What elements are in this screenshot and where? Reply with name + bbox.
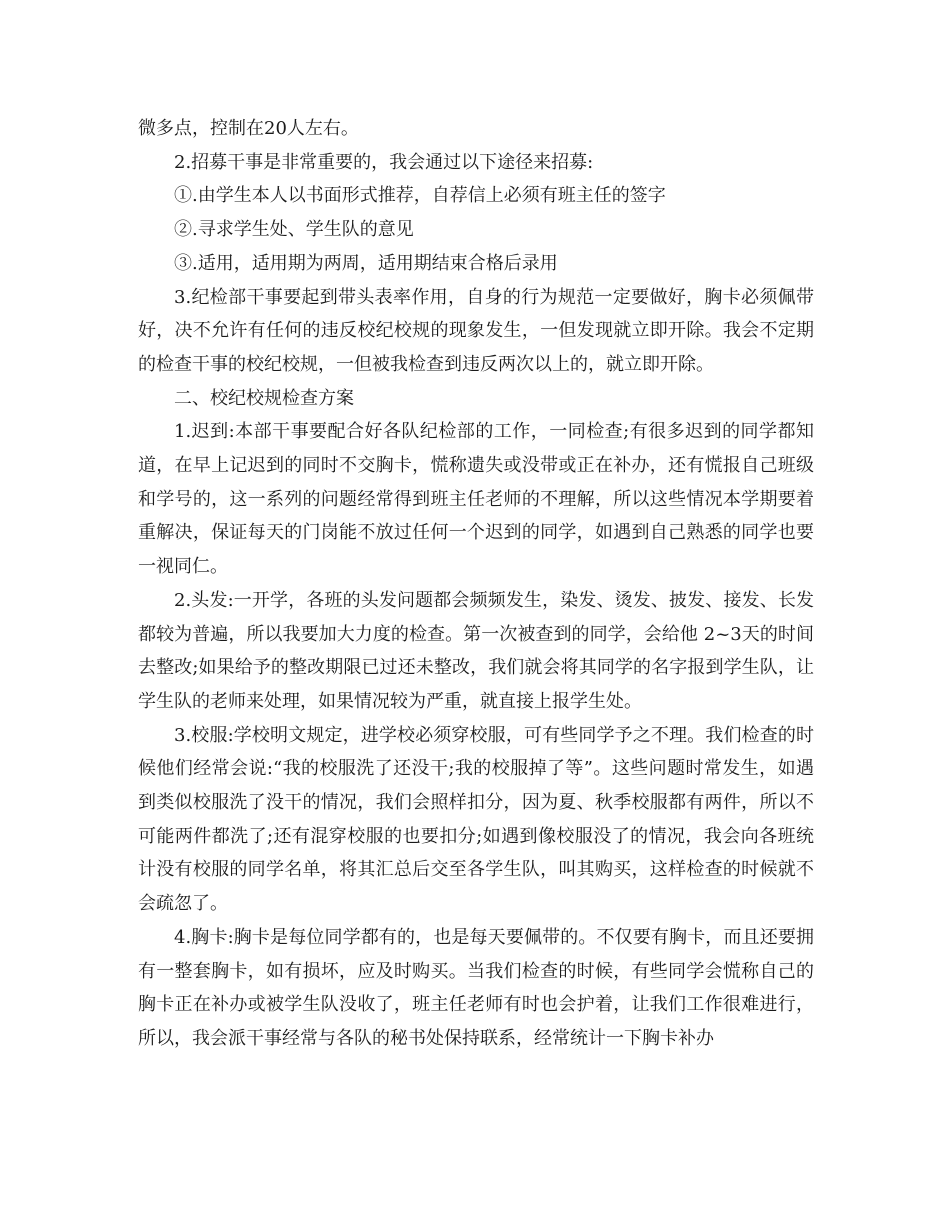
paragraph-continuation: 微多点，控制在20人左右。: [138, 118, 359, 139]
paragraph-recruit-item-2: ②.寻求学生处、学生队的意见: [174, 219, 414, 241]
paragraph-lateness: 1.迟到:本部干事要配合好各队纪检部的工作，一同检查;有很多迟到的同学都知道，在早上记迟到的同时不交胸卡，慌称遗失或没带或正在补办，还有慌报自己班级和学号的，这一系列的问题经常得到班主任老师的不理解，所以这些情况本学期要着重解决，保证每天的门岗能不放过任何一个迟到的同学，如遇到自己熟悉的同学也要一视同仁。: [138, 421, 814, 578]
paragraph-recruit-item-1: ①.由学生本人以书面形式推荐，自荐信上必须有班主任的签字: [174, 185, 666, 207]
document-body: [138, 112, 814, 1056]
paragraph-uniform: 3.校服:学校明文规定，进学校必须穿校服，可有些同学予之不理。我们检查的时候他们经常会说:“我的校服洗了还没干;我的校服掉了等”。这些问题时常发生，如遇到类似校服洗了没干的情况，我们会照样扣分，因为夏、秋季校服都有两件，所以不可能两件都洗了;还有混穿校服的也要扣分;如遇到像校服没了的情况，我会向各班统计没有校服的同学名单，将其汇总后交至各学生队，叫其购买，这样检查的时候就不会疏忽了。: [138, 724, 814, 915]
paragraph-staff-conduct: 3.纪检部干事要起到带头表率作用，自身的行为规范一定要做好，胸卡必须佩带好，决不允许有任何的违反校纪校规的现象发生，一但发现就立即开除。我会不定期的检查干事的校纪校规，一但被我检查到违反两次以上的，就立即开除。: [138, 286, 814, 375]
paragraph-badge: 4.胸卡:胸卡是每位同学都有的，也是每天要佩带的。不仅要有胸卡，而且还要拥有一整套胸卡，如有损坏，应及时购买。当我们检查的时候，有些同学会慌称自己的胸卡正在补办或被学生队没收了，班主任老师有时也会护着，让我们工作很难进行，所以，我会派干事经常与各队的秘书处保持联系，经常统计一下胸卡补办: [138, 926, 814, 1049]
paragraph-hair: 2.头发:一开学，各班的头发问题都会频频发生，染发、烫发、披发、接发、长发都较为普遍，所以我要加大力度的检查。第一次被查到的同学，会给他 2~3天的时间去整改;如果给予的整改期限已过还未整改，我们就会将其同学的名字报到学生队，让学生队的老师来处理，如果情况较为严重，就直接上报学生处。: [138, 589, 814, 712]
paragraph-recruit-method: 2.招募干事是非常重要的，我会通过以下途径来招募:: [174, 151, 594, 173]
section-heading-inspection-plan: 二、校纪校规检查方案: [174, 387, 354, 409]
paragraph-recruit-item-3: ③.适用，适用期为两周，适用期结束合格后录用: [174, 252, 558, 274]
